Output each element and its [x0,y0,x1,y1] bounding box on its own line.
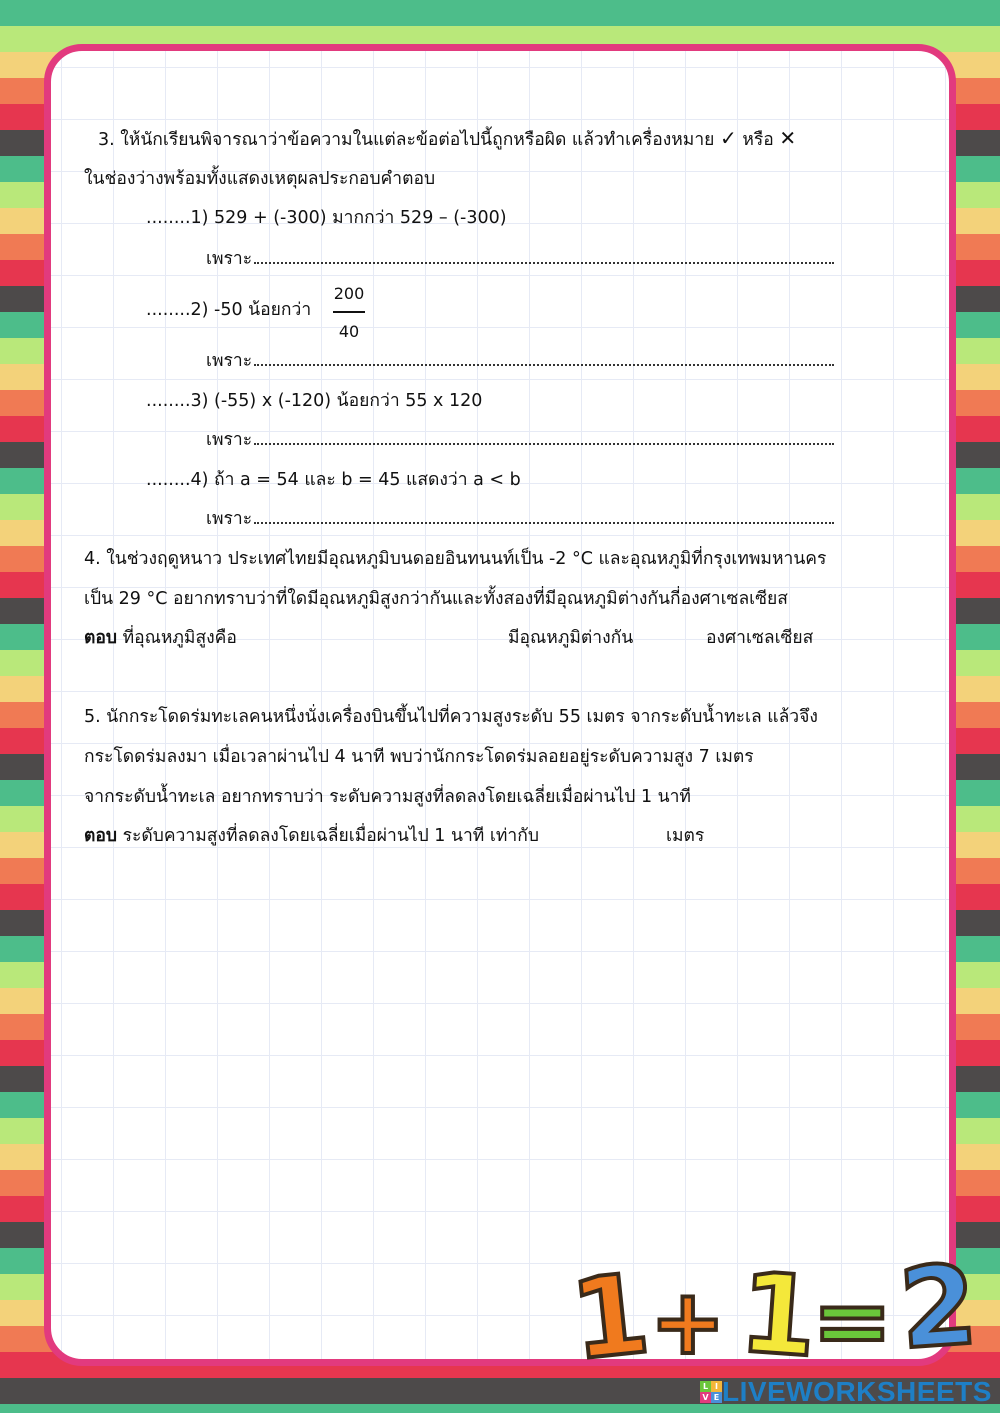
cross-mark-icon: ✕ [779,126,797,150]
q4-answer-row [84,627,237,649]
q4-line2: เป็น 29 °C อยากทราบว่าที่ใดมีอุณหภูมิสูงกว่ากันและทั้งสองที่มีอุณหภูมิต่างกันกี่องศาเซลเซียส [84,589,788,609]
q3-item-3[interactable]: ........3) (-55) x (-120) น้อยกว่า 55 x 120 [146,391,483,411]
q4-line1: 4. ในช่วงฤดูหนาว ประเทศไทยมีอุณหภูมิบนดอยอินทนนท์เป็น -2 °C และอุณหภูมิที่กรุงเทพมหานคร [84,549,827,569]
check-mark-icon: ✓ [719,126,737,150]
reason-label: เพราะ [206,509,253,529]
q3-reason-1[interactable] [206,248,834,270]
answer-blank[interactable] [254,508,834,524]
equation-equals-sign: = [812,1265,893,1377]
q5-answer-row [84,825,539,847]
answer-label: ตอบ [84,826,117,846]
liveworksheets-logo-icon [700,1381,722,1403]
q4-answer-a: ที่อุณหภูมิสูงคือ [122,628,237,648]
fraction-denominator: 40 [338,322,360,341]
equation-digit-one-b: 1 [735,1248,821,1382]
logo-box-l: L [700,1381,711,1392]
q5-line2: กระโดดร่มลงมา เมื่อเวลาผ่านไป 4 นาที พบว่านักกระโดดร่มลอยอยู่ระดับความสูง 7 เมตร [84,747,754,767]
q5-answer-a: ระดับความสูงที่ลดลงโดยเฉลี่ยเมื่อผ่านไป 1 นาที เท่ากับ [122,826,539,846]
equation-digit-one: 1 [565,1249,656,1385]
logo-box-v: V [700,1392,711,1403]
fraction-bar [333,311,365,313]
answer-blank[interactable] [254,429,834,445]
answer-label: ตอบ [84,628,117,648]
worksheet-paper [44,44,956,1366]
equation-digit-two: 2 [895,1240,981,1374]
reason-label: เพราะ [206,430,253,450]
q3-intro: 3. ให้นักเรียนพิจารณาว่าข้อความในแต่ละข้อต่อไปนี้ถูกหรือผิด แล้วทำเครื่องหมาย [98,130,715,150]
reason-label: เพราะ [206,249,253,269]
answer-blank[interactable] [254,350,834,366]
fraction-numerator: 200 [333,284,365,303]
logo-box-i: I [711,1381,722,1392]
q5-line3: จากระดับน้ำทะเล อยากทราบว่า ระดับความสูงที่ลดลงโดยเฉลี่ยเมื่อผ่านไป 1 นาที [84,787,691,807]
q3-reason-4[interactable] [206,508,834,530]
q5-line1: 5. นักกระโดดร่มทะเลคนหนึ่งนั่งเครื่องบินขึ้นไปที่ความสูงระดับ 55 เมตร จากระดับน้ำทะเล แล้วจึง [84,707,818,727]
logo-box-e: E [711,1392,722,1403]
answer-blank[interactable] [254,248,834,264]
q5-answer-unit: เมตร [666,826,705,846]
q4-answer-c: องศาเซลเซียส [706,628,814,648]
q3-intro-line2: ในช่องว่างพร้อมทั้งแสดงเหตุผลประกอบคำตอบ [84,169,436,189]
reason-label: เพราะ [206,351,253,371]
equation-plus-sign: + [650,1270,726,1375]
q3-item-4[interactable]: ........4) ถ้า a = 54 และ b = 45 แสดงว่า a < b [146,470,521,490]
q3-or-word: หรือ [742,130,774,150]
q4-answer-b: มีอุณหภูมิต่างกัน [508,628,634,648]
brand-name[interactable]: LIVEWORKSHEETS [722,1376,992,1407]
q3-intro-line [98,127,796,151]
q3-reason-2[interactable] [206,350,834,372]
q3-item-2[interactable]: ........2) -50 น้อยกว่า [146,300,312,320]
q3-item-1[interactable]: ........1) 529 + (-300) มากกว่า 529 – (-300) [146,208,507,228]
q3-reason-3[interactable] [206,429,834,451]
